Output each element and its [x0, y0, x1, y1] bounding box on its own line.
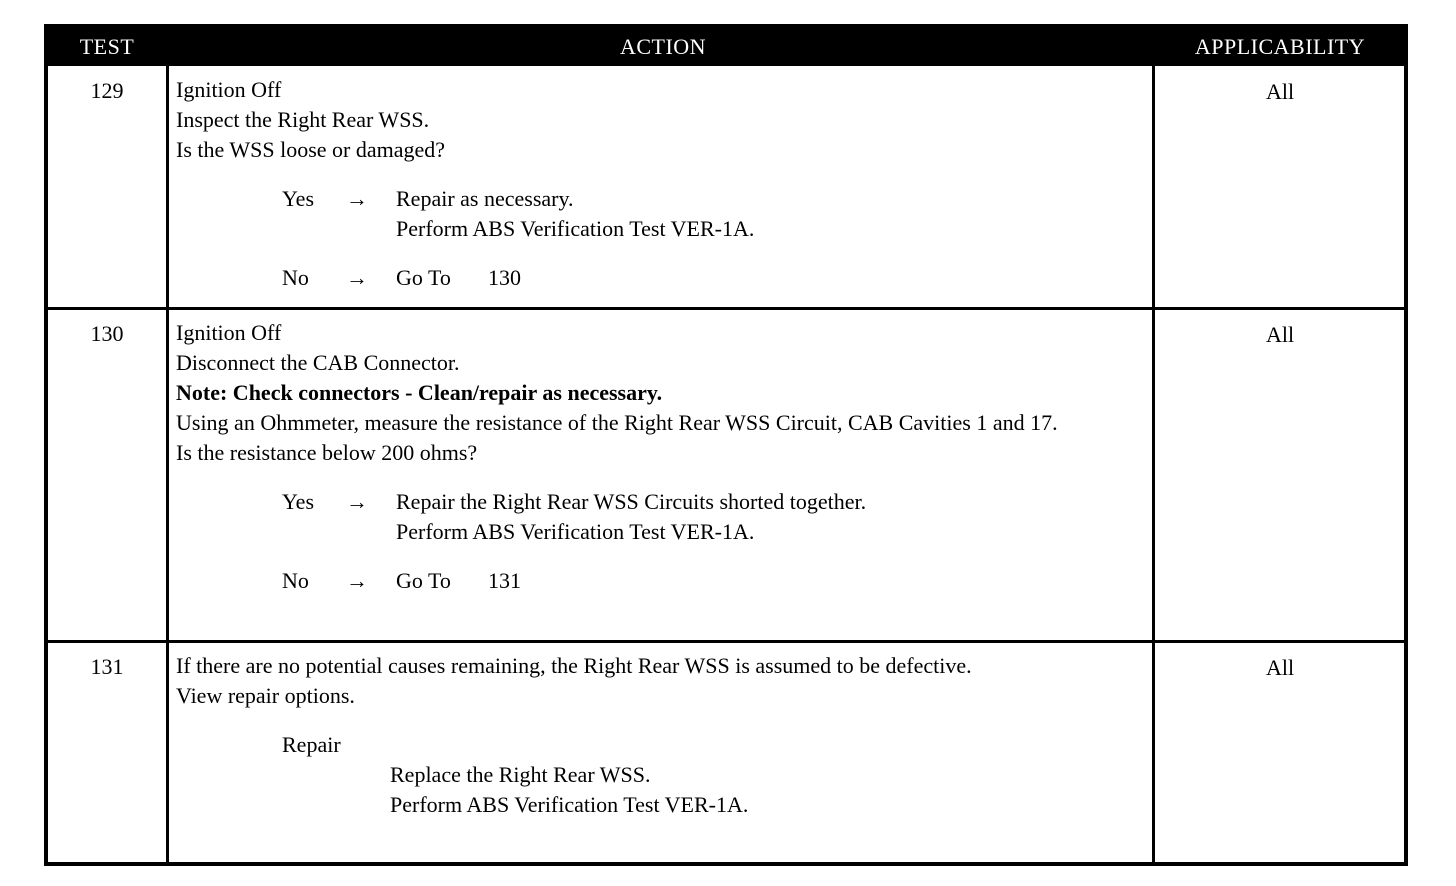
action-line: Is the WSS loose or damaged? — [176, 137, 446, 162]
repair-label: Repair — [282, 732, 341, 757]
action-line: Disconnect the CAB Connector. — [176, 350, 460, 375]
action-line: Inspect the Right Rear WSS. — [176, 107, 430, 132]
yes-action: Repair as necessary. — [396, 186, 574, 211]
applicability-value: All — [1265, 655, 1295, 680]
arrow-icon: → — [346, 568, 368, 593]
row-divider — [48, 307, 1404, 310]
applicability-value: All — [1265, 322, 1295, 347]
instruction-paragraph: If there are no potential causes remaining, the Right Rear WSS is assumed to be defective. — [176, 653, 972, 678]
yes-action: Perform ABS Verification Test VER-1A. — [396, 519, 755, 544]
test-number: 129 — [90, 78, 124, 103]
yes-branch-continued — [176, 214, 1148, 244]
column-divider — [1152, 66, 1155, 862]
action-cell — [176, 651, 1148, 820]
instruction-paragraph: Using an Ohmmeter, measure the resistance of the Right Rear WSS Circuit, CAB Cavities 1 and 17. — [176, 410, 1058, 435]
question-text: Is the resistance below 200 ohms? — [176, 440, 478, 465]
goto-target: 130 — [488, 265, 521, 290]
action-line: Ignition Off — [176, 320, 282, 345]
yes-branch — [176, 487, 1148, 517]
repair-action: Perform ABS Verification Test VER-1A. — [390, 792, 749, 817]
yes-label: Yes — [282, 186, 315, 211]
header-action: ACTION — [619, 34, 707, 59]
applicability-value: All — [1265, 79, 1295, 104]
goto-text: Go To — [396, 265, 451, 290]
arrow-icon: → — [346, 265, 368, 290]
arrow-icon: → — [346, 186, 368, 211]
goto-text: Go To — [396, 568, 451, 593]
no-label: No — [282, 568, 309, 593]
action-cell — [176, 318, 1148, 596]
action-line: View repair options. — [176, 683, 355, 708]
arrow-icon: → — [346, 489, 368, 514]
note-text: Note: Check connectors - Clean/repair as necessary. — [176, 380, 663, 405]
no-branch — [176, 263, 1148, 293]
row-divider — [48, 640, 1404, 643]
diagnostic-test-table — [44, 24, 1408, 866]
test-number: 131 — [90, 654, 124, 679]
table-header — [48, 28, 1404, 66]
action-cell — [176, 75, 1148, 293]
test-number: 130 — [90, 321, 124, 346]
goto-target: 131 — [488, 568, 521, 593]
yes-branch — [176, 184, 1148, 214]
yes-action: Repair the Right Rear WSS Circuits shorted together. — [396, 489, 867, 514]
column-divider — [166, 66, 169, 862]
no-label: No — [282, 265, 309, 290]
header-applicability: APPLICABILITY — [1194, 34, 1366, 59]
action-line: Ignition Off — [176, 77, 282, 102]
no-branch — [176, 566, 1148, 596]
repair-action: Replace the Right Rear WSS. — [390, 762, 651, 787]
yes-action: Perform ABS Verification Test VER-1A. — [396, 216, 755, 241]
yes-label: Yes — [282, 489, 315, 514]
header-test: TEST — [79, 34, 135, 59]
yes-branch-continued — [176, 517, 1148, 547]
